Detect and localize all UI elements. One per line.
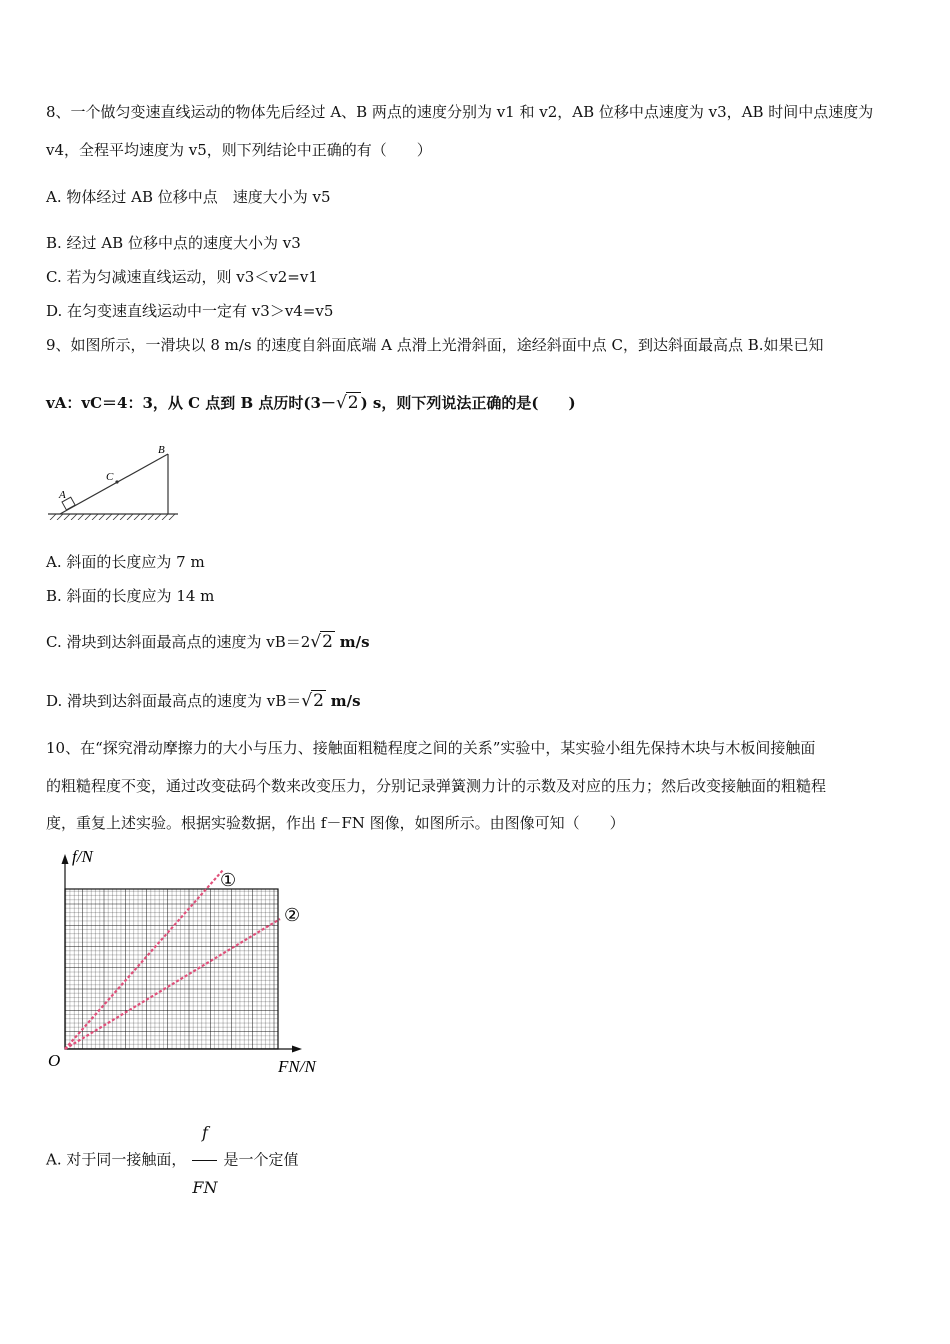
point-a-label: A — [59, 489, 66, 501]
q8-option-a — [46, 187, 331, 207]
q9-option-d — [46, 691, 361, 711]
q8-option-c — [46, 267, 318, 287]
q9-option-a — [46, 552, 205, 572]
q9-stem-text-2b: ) s，则下列说法正确的是( ) — [360, 394, 576, 412]
sqrt-symbol: √ — [310, 632, 322, 652]
q9-stem-text-1: 9、如图所示，一滑块以 8 m/s 的速度自斜面底端 A 点滑上光滑斜面，途经斜面中点 C，到达斜面最高点 B.如果已知 — [46, 336, 824, 354]
q10-stem-line-3 — [46, 813, 625, 833]
sqrt-radicand: 2 — [322, 632, 333, 652]
q8-option-a-text: A. 物体经过 AB 位移中点 速度大小为 v5 — [46, 188, 331, 206]
q9-stem-text-2a: vA：vC＝4：3，从 C 点到 B 点历时(3－ — [46, 394, 336, 412]
line-1-label: ① — [220, 870, 237, 890]
sqrt-expression — [336, 393, 361, 413]
q9-option-c-text: C. 滑块到达斜面最高点的速度为 vB＝2 — [46, 633, 311, 651]
x-axis-arrow — [292, 1046, 302, 1053]
q10-option-a-suffix: 是一个定值 — [223, 1150, 299, 1169]
q10-option-a — [46, 1108, 299, 1213]
q10-stem-line-2 — [46, 776, 826, 796]
q9-stem-line-1 — [46, 335, 824, 355]
q10-option-a-text: A. 对于同一接触面， — [46, 1150, 187, 1169]
origin-label: O — [48, 1051, 61, 1070]
q9-option-a-text: A. 斜面的长度应为 7 m — [46, 553, 205, 571]
fraction-f-over-fn — [192, 1108, 217, 1213]
incline-surface — [60, 454, 168, 514]
q10-stem-text-3: 度，重复上述实验。根据实验数据，作出 f－FN 图像，如图所示。由图像可知（ ） — [46, 814, 625, 832]
q9-option-d-unit: m/s — [330, 692, 361, 710]
point-b-label: B — [158, 444, 165, 456]
q8-stem-text-2: v4，全程平均速度为 v5，则下列结论中正确的有（ ） — [46, 141, 432, 159]
q10-stem-line-1 — [46, 738, 815, 758]
q9-option-c — [46, 632, 370, 652]
sqrt-expression — [301, 691, 326, 711]
q8-option-d — [46, 301, 333, 321]
q8-option-b — [46, 233, 301, 253]
q9-option-c-unit: m/s — [339, 633, 370, 651]
q8-stem-line-1 — [46, 102, 873, 122]
sqrt-radicand: 2 — [313, 691, 324, 711]
fraction-numerator: f — [192, 1108, 217, 1161]
q8-option-c-text: C. 若为匀减速直线运动，则 v3＜v2=v1 — [46, 268, 318, 286]
point-c-dot — [115, 480, 118, 483]
incline-figure — [44, 440, 184, 520]
y-axis-arrow — [62, 854, 69, 864]
sqrt-symbol: √ — [301, 691, 313, 711]
fraction-denominator: FN — [192, 1178, 218, 1197]
x-axis-label: FN/N — [278, 1057, 316, 1076]
sqrt-expression — [310, 632, 335, 652]
friction-graph — [40, 840, 330, 1080]
q8-option-d-text: D. 在匀变速直线运动中一定有 v3＞v4=v5 — [46, 302, 334, 320]
q10-stem-text-1: 10、在“探究滑动摩擦力的大小与压力、接触面粗糙程度之间的关系”实验中，某实验小组先保持木块与木板间接触面 — [46, 739, 816, 757]
q8-stem-text-1: 8、一个做匀变速直线运动的物体先后经过 A、B 两点的速度分别为 v1 和 v2，AB 位移中点速度为 v3，AB 时间中点速度为 — [46, 103, 874, 121]
q9-option-b — [46, 586, 214, 606]
q8-option-b-text: B. 经过 AB 位移中点的速度大小为 v3 — [46, 234, 301, 252]
q10-stem-text-2: 的粗糙程度不变，通过改变砝码个数来改变压力，分别记录弹簧测力计的示数及对应的压力；然后改变接触面的粗糙程 — [46, 777, 827, 795]
y-axis-label: f/N — [72, 847, 93, 866]
q9-option-b-text: B. 斜面的长度应为 14 m — [46, 587, 215, 605]
q9-option-d-text: D. 滑块到达斜面最高点的速度为 vB＝ — [46, 692, 302, 710]
line-2-label: ② — [284, 905, 301, 925]
sqrt-symbol: √ — [335, 393, 347, 413]
q8-stem-line-2 — [46, 140, 432, 160]
graph-grid — [65, 889, 278, 1049]
q9-stem-line-2 — [46, 393, 576, 413]
point-c-label: C — [106, 471, 114, 483]
sqrt-radicand: 2 — [347, 393, 359, 413]
